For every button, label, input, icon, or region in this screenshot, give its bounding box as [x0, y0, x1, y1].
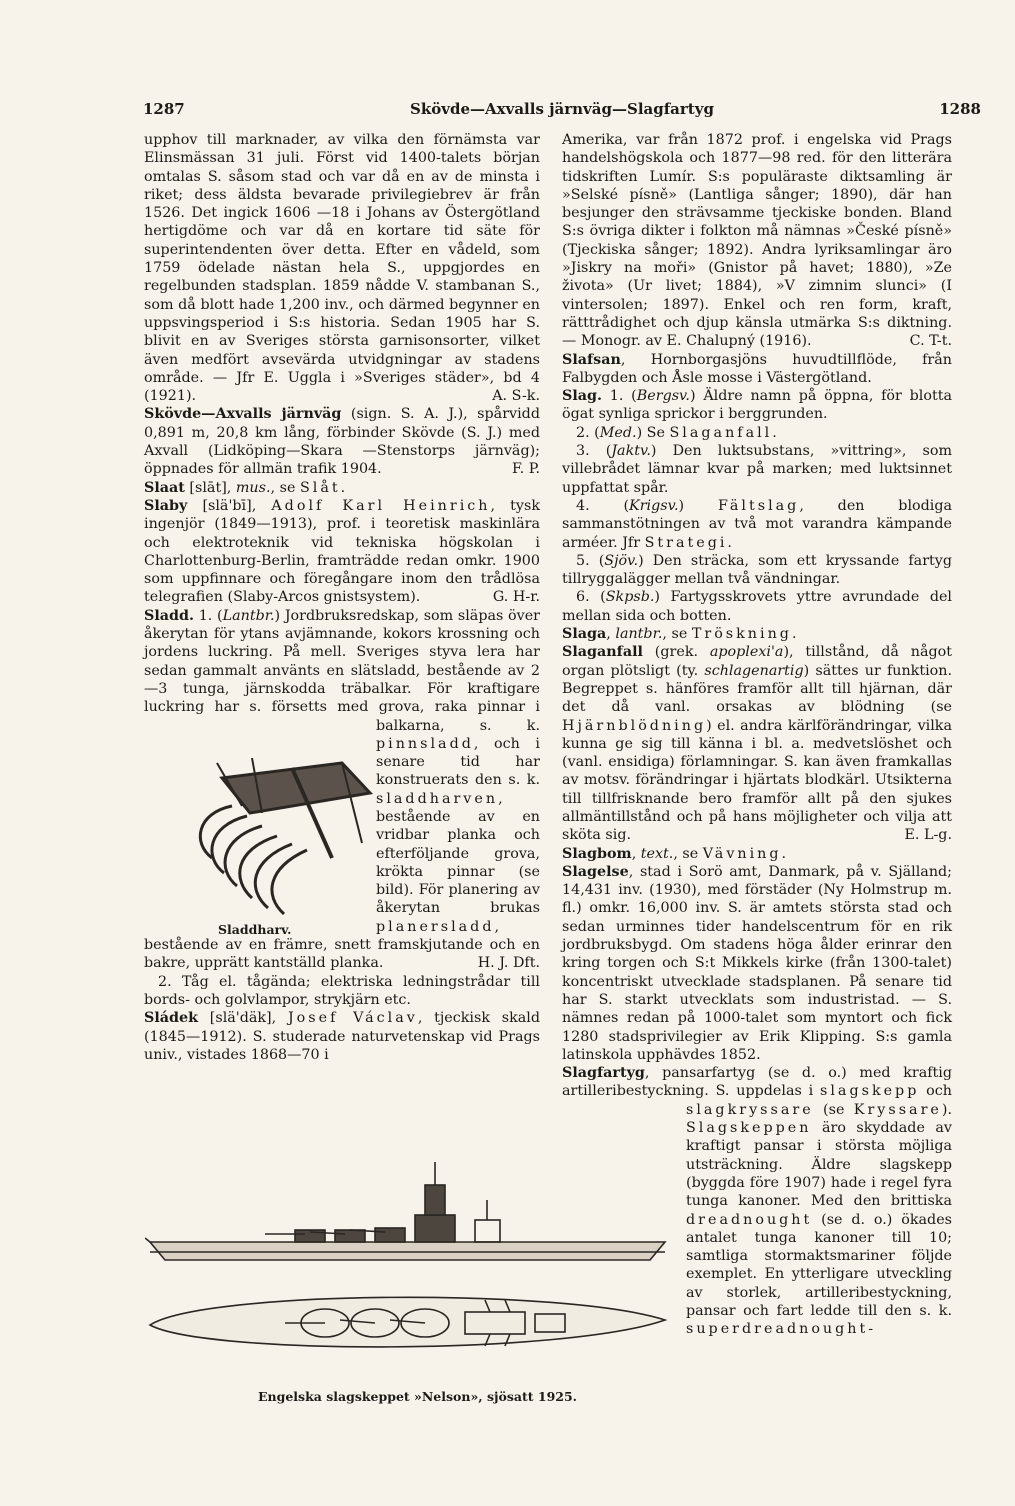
cross-reference: Slåt	[299, 479, 341, 496]
entry-slag-2: 2. (Med.) Se Slaganfall.	[576, 424, 777, 441]
cross-reference: Slaganfall	[669, 424, 773, 441]
headword: Slagfartyg	[562, 1065, 645, 1082]
cross-reference: Kryssare	[853, 1101, 942, 1118]
header-title: Skövde—Axvalls järnväg—Slagfartyg	[410, 100, 714, 118]
headword: Slagbom	[562, 845, 632, 862]
page-number-right: 1288	[939, 100, 981, 118]
ship-plan-view	[150, 1297, 665, 1347]
running-header	[143, 100, 981, 124]
entry-slaga: Slaga, lantbr., se Tröskning.	[562, 626, 797, 643]
entry-slaganfall: Slaganfall (grek. apoplexi'a), tillstånd, då något organ plötsligt (ty. schlagenartig) sättes ur funktion. Begreppet s. hänföres framför allt till hjärnan, där det då vanl. orsakas av blödning (se Hjärnblödning) el. andra kärlförändringar, vilka kunna ge sig till känna i bl. a. medvetslöshet och (vanl. ensidiga) förlamningar. S. kan även framkallas av motsv. förändringar i hjärtats blodkärl. Utsikterna till tillfrisknande bero framför allt på den sjukes allmäntillstånd och på hans möjligheter och vilja att sköta sig. E. L-g.	[562, 644, 952, 844]
headword: Sládek	[144, 1010, 199, 1027]
entry-sladd-2: 2. Tåg el. tågända; elektriska ledningstrådar till bords- och golvlampor, strykjärn etc.	[144, 973, 540, 1008]
headword: Slaga	[562, 626, 607, 643]
entry-slag-3: 3. (Jaktv.) Den luktsubstans, »vittring», som villebrådet lämnar kvar på marken; med luktsinnet uppfattat spår.	[562, 443, 952, 496]
cross-reference: Vävning	[702, 845, 782, 862]
entry-slaby: Slaby [slä'bī], Adolf Karl Heinrich, tysk ingenjör (1849—1913), prof. i teoretisk maskinlära och elektroteknik vid tekniska högskolan i Charlottenburg-Berlin, framträdde redan omkr. 1900 som uppfinnare och föregångare inom den trådlösa telegrafien (Slaby-Arcos gnistsystem). G. H-r.	[144, 497, 540, 606]
sladdharv-illustration	[192, 758, 377, 918]
cross-reference: Tröskning	[691, 626, 792, 643]
headword: Sladd.	[144, 607, 194, 624]
headword: Slagelse	[562, 863, 629, 880]
sladdharv-caption: Sladdharv.	[218, 922, 292, 937]
entry-slafsan: Slafsan, Hornborgasjöns huvudtillflöde, från Falbygden och Åsle mosse i Västergötland.	[562, 351, 952, 386]
headword: Skövde—Axvalls järnväg	[144, 406, 342, 423]
entry-sladek: Sládek [slä'däk], Josef Václav, tjeckisk skald (1845—1912). S. studerade naturvetenskap vid Prags univ., vistades 1868—70 i	[144, 1010, 540, 1063]
entry-slag-6: 6. (Skpsb.) Fartygsskrovets yttre avrundade del mellan sida och botten.	[562, 589, 953, 624]
entry-skovde-axvalls: Skövde—Axvalls järnväg (sign. S. A. J.), spårvidd 0,891 m, 20,8 km lång, förbinder Skövde (S. J.) med Axvall (Lidköping—Skara —Stenstorps järnväg); öppnades för allmän trafik 1904. F. P.	[144, 406, 540, 478]
entry-slaat: Slaat [slāt], mus., se Slåt.	[144, 479, 346, 496]
battleship-caption: Engelska slagskeppet »Nelson», sjösatt 1925.	[258, 1389, 578, 1404]
left-column	[144, 131, 540, 1064]
entry-slagfartyg: Slagfartyg, pansarfartyg (se d. o.) med kraftig artilleribestyckning. S. uppdelas i slagskepp och slagkryssare (se Kryssare). Slagskeppen äro skyddade av kraftigt pansar i största möjliga utsträckning. Äldre slagskepp (byggda före 1907) hade i regel fyra tunga kanoner. Med den brittiska dreadnought (se d. o.) ökades antalet tunga kanoner till 10; samtliga stormaktsmariner följde exemplet. En ytterligare utveckling av storlek, artilleribestyckning, pansar och fart ledde till den s. k. superdreadnought-	[562, 1064, 952, 1338]
cross-reference: Hjärnblödning	[562, 717, 707, 734]
entry-slagelse: Slagelse, stad i Sorö amt, Danmark, på v. Själland; 14,431 inv. (1930), med förstäder (Ny Holmstrup m. fl.) omkr. 16,000 inv. S. är amtets största stad och sedan urminnes tider handelscentrum för en rik jordbruksbygd. Om stadens höga ålder erinrar den kring torgen och S:t Mikkels kirke (från 1300-talet) koncentriskt utvecklade stadsplanen. På senare tid har S. starkt utvecklats som industristad. — S. nämnes redan på 1000-talet som myntort och fick 1280 stadsprivilegier av Erik Klipping. S:s gamla latinskola upphävdes 1852.	[562, 863, 952, 1063]
cross-reference: Strategi	[644, 534, 728, 551]
headword: Slaganfall	[562, 644, 643, 661]
entry-slag-5: 5. (Sjöv.) Den sträcka, som ett kryssande fartyg tillryggalägger mellan två vändningar.	[562, 552, 953, 588]
headword: Slaby	[144, 497, 188, 514]
page-number-left: 1287	[143, 100, 185, 118]
entry-skovde-continued: upphov till marknader, av vilka den förnämsta var Elinsmässan 31 juli. Först vid 1400-talets början omtalas S. såsom stad och var då en av de minsta i riket; dess äldsta bevarade privilegiebrev är från 1526. Det ingick 1606 —18 i Johans av Östergötland hertigdöme och var då en kortare tid säte för superintendenten över detta. Efter en vådeld, som 1759 ödelade nästan hela S., uppgjordes en regelbunden stadsplan. 1859 nådde V. stambanan S., som då blott hade 1,200 inv., och därmed begynner en uppsvingsperiod i S:s historia. Sedan 1905 har S. blivit en av Sveriges största garnisonsorter, vilket även medfört avsevärda utvidgningar av stadens område. — Jfr E. Uggla i »Sveriges städer», bd 4 (1921). A. S-k.	[144, 132, 540, 405]
entry-slag-4: 4. (Krigsv.) Fältslag, den blodiga sammanstötningen av två mot varandra kämpande arméer. Jfr Strategi.	[562, 497, 953, 551]
entry-slag-1: Slag. 1. (Bergsv.) Äldre namn på öppna, för blotta ögat synliga sprickor i berggrunden.	[562, 388, 952, 423]
entry-sladd: Sladd. 1. (Lantbr.) Jordbruksredskap, som släpas över åkerytan för ytans avjämnande, kokors krossning och jordens luckring. På mell. Sveriges styva lera har sedan gammalt använts en slätsladd, bestående av 2—3 tunga, järnskodda träbalkar. För kraftigare luckring har s. försetts med grova, raka pinnar i balkarna, s. k. pinnsladd, och i senare tid har konstruerats den s. k. sladdharven, bestående av en vridbar planka och efterföljande grova, krökta pinnar (se bild). För planering av åkerytan brukas planersladd, bestående av en främre, snett framskjutande och en bakre, upprätt kantställd planka. H. J. Dft.	[144, 607, 540, 972]
headword: Slag.	[562, 388, 602, 405]
headword: Slaat	[144, 479, 185, 496]
battleship-nelson-illustration	[145, 1160, 680, 1380]
entry-slagbom: Slagbom, text., se Vävning.	[562, 845, 787, 862]
ship-side-view	[145, 1162, 665, 1260]
entry-sladek-continued: Amerika, var från 1872 prof. i engelska vid Prags handelshögskola och 1877—98 red. för den litterära tidskriften Lumír. S:s populäraste diktsamling är »Selské písně» (Lantliga sånger; 1890), där han besjunger den strävsamme tjeckiske bonden. Bland S:s övriga dikter i folkton må nämnas »České písně» (Tjeckiska sånger; 1892). Andra lyriksamlingar äro »Jiskry na moři» (Gnistor på havet; 1880), »Ze života» (Ur livet; 1884), »V zimnim slunci» (I vintersolen; 1897). Enkel och ren form, kraft, rätttrådighet och djup känsla utmärka S:s diktning. — Monogr. av E. Chalupný (1916). C. T-t.	[562, 132, 952, 350]
headword: Slafsan	[562, 351, 621, 368]
